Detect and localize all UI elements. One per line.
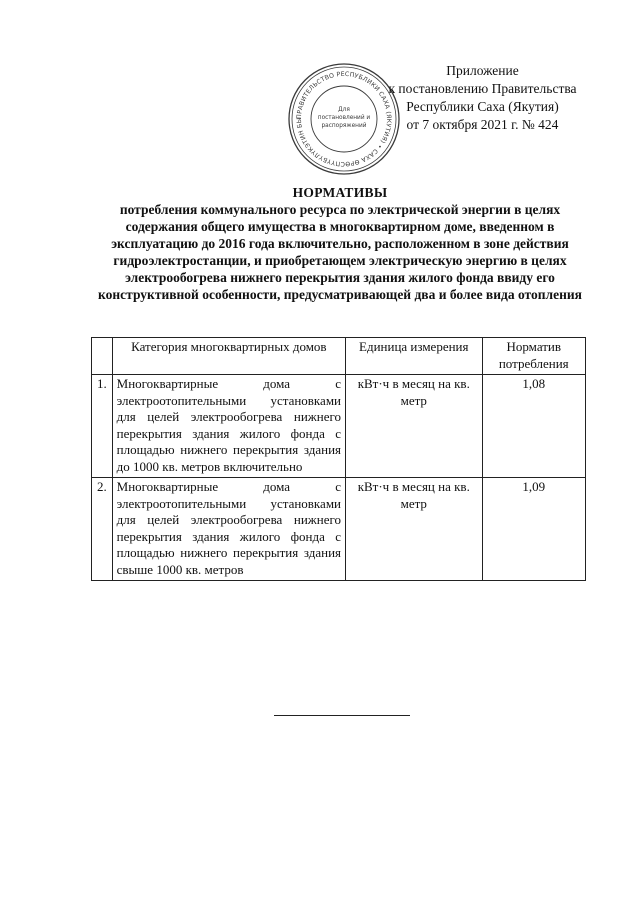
- appendix-line: к постановлению Правительства: [388, 81, 577, 96]
- norms-table: [91, 337, 586, 581]
- appendix-line: от 7 октября 2021 г. № 424: [406, 117, 559, 132]
- document-title: [90, 184, 590, 303]
- title-subtitle: потребления коммунального ресурса по электрической энергии в целях содержания общего имущества в многоквартирном доме, введенном в эксплуатацию до 2016 года включительно, расположенном в зоне действия гидроэлектростанции, и приобретающем электрическую энергию в целях электрообогрева нижнего перекрытия здания жилого фонда ввиду его конструктивной особенности, предусматривающей два и более вида отопления: [98, 202, 582, 302]
- seal-center-line: распоряжений: [321, 123, 367, 129]
- row-unit: кВт·ч в месяц на кв. метр: [346, 478, 483, 581]
- seal-stamp-icon: [287, 62, 401, 176]
- seal-center-line: Для: [338, 107, 350, 113]
- row-category: Многоквартирные дома с электроотопительными установками для целей электрообогрева нижнего перекрытия здания жилого фонда с площадью нижнего перекрытия здания до 1000 кв. метров включительно: [112, 375, 345, 478]
- row-norm: 1,09: [482, 478, 585, 581]
- appendix-line: Приложение: [446, 63, 519, 78]
- table-row: [92, 478, 586, 581]
- row-unit: кВт·ч в месяц на кв. метр: [346, 375, 483, 478]
- appendix-header: [385, 62, 580, 134]
- end-divider: [274, 715, 410, 716]
- seal-center-line: постановлений и: [317, 115, 371, 121]
- row-category: Многоквартирные дома с электроотопительными установками для целей электрообогрева нижнего перекрытия здания жилого фонда с площадью нижнего перекрытия здания свыше 1000 кв. метров: [112, 478, 345, 581]
- appendix-line: Республики Саха (Якутия): [406, 99, 559, 114]
- table-header-row: [92, 338, 586, 375]
- row-norm: 1,08: [482, 375, 585, 478]
- header-number: [92, 338, 113, 375]
- header-norm: Норматив потребления: [482, 338, 585, 375]
- header-category: Категория многоквартирных домов: [112, 338, 345, 375]
- row-number: 1.: [92, 375, 113, 478]
- table-row: [92, 375, 586, 478]
- row-number: 2.: [92, 478, 113, 581]
- official-seal: [287, 62, 401, 176]
- seal-ring-text: ПРАВИТЕЛЬСТВО РЕСПУБЛИКИ САХА (ЯКУТИЯ) • САХА ӨРӨСПҮҮБҮЛҮКЭТИН БЫ: [295, 70, 393, 168]
- header-unit: Единица измерения: [346, 338, 483, 375]
- title-main: НОРМАТИВЫ: [292, 185, 388, 200]
